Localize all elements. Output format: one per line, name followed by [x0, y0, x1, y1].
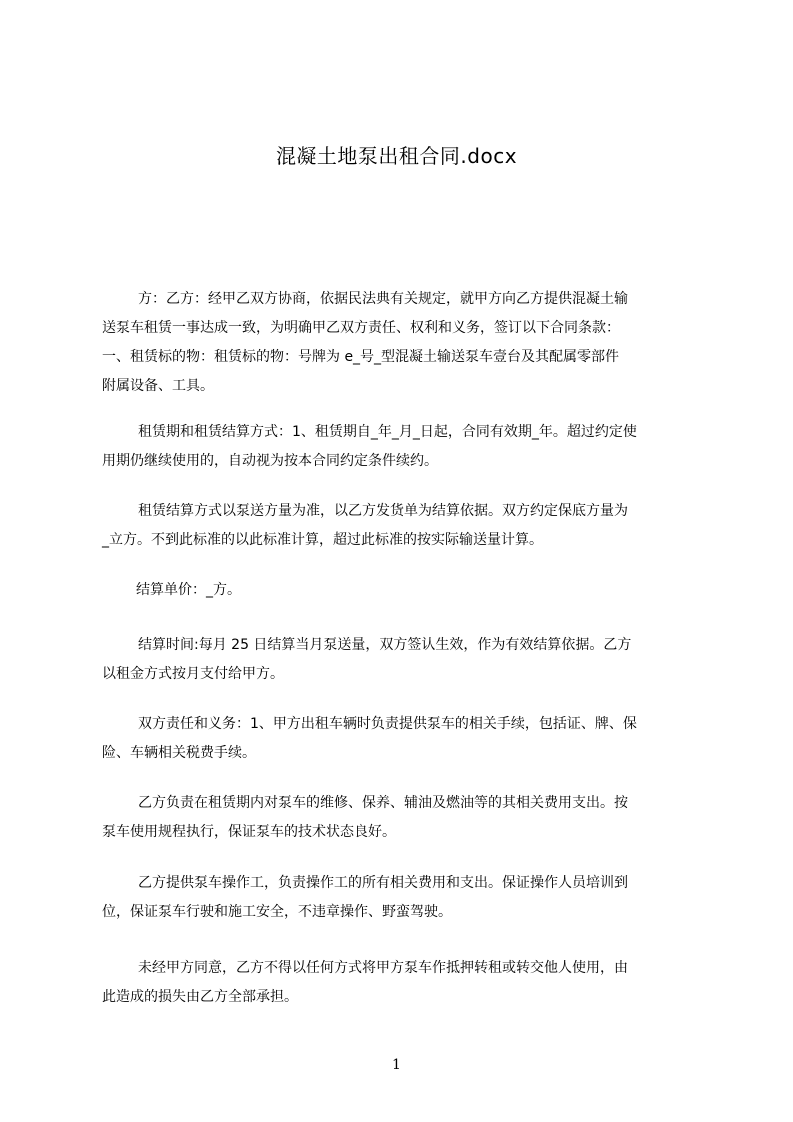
paragraph-line: 结算时间:每月 25 日结算当月泵送量，双方签认生效，作为有效结算依据。乙方: [138, 637, 632, 653]
paragraph-line: 一、租赁标的物：租赁标的物：号牌为 e_号_型混凝土输送泵车壹台及其配属零部件: [102, 349, 620, 365]
paragraph-settlement-time: [102, 631, 714, 689]
paragraph-responsibilities: [102, 710, 714, 768]
paragraph-sublease-prohibition: [102, 954, 714, 1012]
page-number: 1: [392, 1057, 401, 1073]
paragraph-line: 租赁结算方式以泵送方量为准，以乙方发货单为结算依据。双方约定保底方量为: [138, 503, 628, 519]
paragraph-line: 以租金方式按月支付给甲方。: [102, 666, 284, 682]
paragraph-maintenance: [102, 789, 714, 847]
paragraph-line: 乙方提供泵车操作工，负责操作工的所有相关费用和支出。保证操作人员培训到: [138, 875, 628, 891]
paragraph-line: 未经甲方同意，乙方不得以任何方式将甲方泵车作抵押转租或转交他人使用，由: [138, 960, 628, 976]
paragraph-line: 位，保证泵车行驶和施工安全，不违章操作、野蛮驾驶。: [102, 904, 452, 920]
paragraph-line: 泵车使用规程执行，保证泵车的技术状态良好。: [102, 824, 396, 840]
paragraph-line: 险、车辆相关税费手续。: [102, 745, 256, 761]
document-title: 混凝土地泵出租合同.docx: [275, 144, 518, 168]
paragraph-line: 租赁期和租赁结算方式：1、租赁期自_年_月_日起，合同有效期_年。超过约定使: [138, 424, 637, 440]
paragraph-parties: [102, 285, 714, 401]
paragraph-unit-price: [102, 576, 714, 605]
paragraph-line: 此造成的损失由乙方全部承担。: [102, 989, 298, 1005]
paragraph-line: 用期仍继续使用的，自动视为按本合同约定条件续约。: [102, 453, 438, 469]
paragraph-lease-term: [102, 418, 714, 476]
paragraph-operator: [102, 869, 714, 927]
paragraph-line: 方：乙方：经甲乙双方协商，依据民法典有关规定，就甲方向乙方提供混凝土输: [138, 291, 628, 307]
paragraph-line: 乙方负责在租赁期内对泵车的维修、保养、辅油及燃油等的其相关费用支出。按: [138, 795, 628, 811]
paragraph-line: 结算单价：_方。: [136, 582, 241, 598]
paragraph-line: 双方责任和义务：1、甲方出租车辆时负责提供泵车的相关手续，包括证、牌、保: [138, 716, 637, 732]
paragraph-line: 附属设备、工具。: [102, 378, 214, 394]
paragraph-line: _立方。不到此标准的以此标准计算，超过此标准的按实际输送量计算。: [102, 532, 543, 548]
paragraph-settlement-method: [102, 497, 714, 555]
paragraph-line: 送泵车租赁一事达成一致，为明确甲乙双方责任、权利和义务，签订以下合同条款：: [102, 320, 620, 336]
